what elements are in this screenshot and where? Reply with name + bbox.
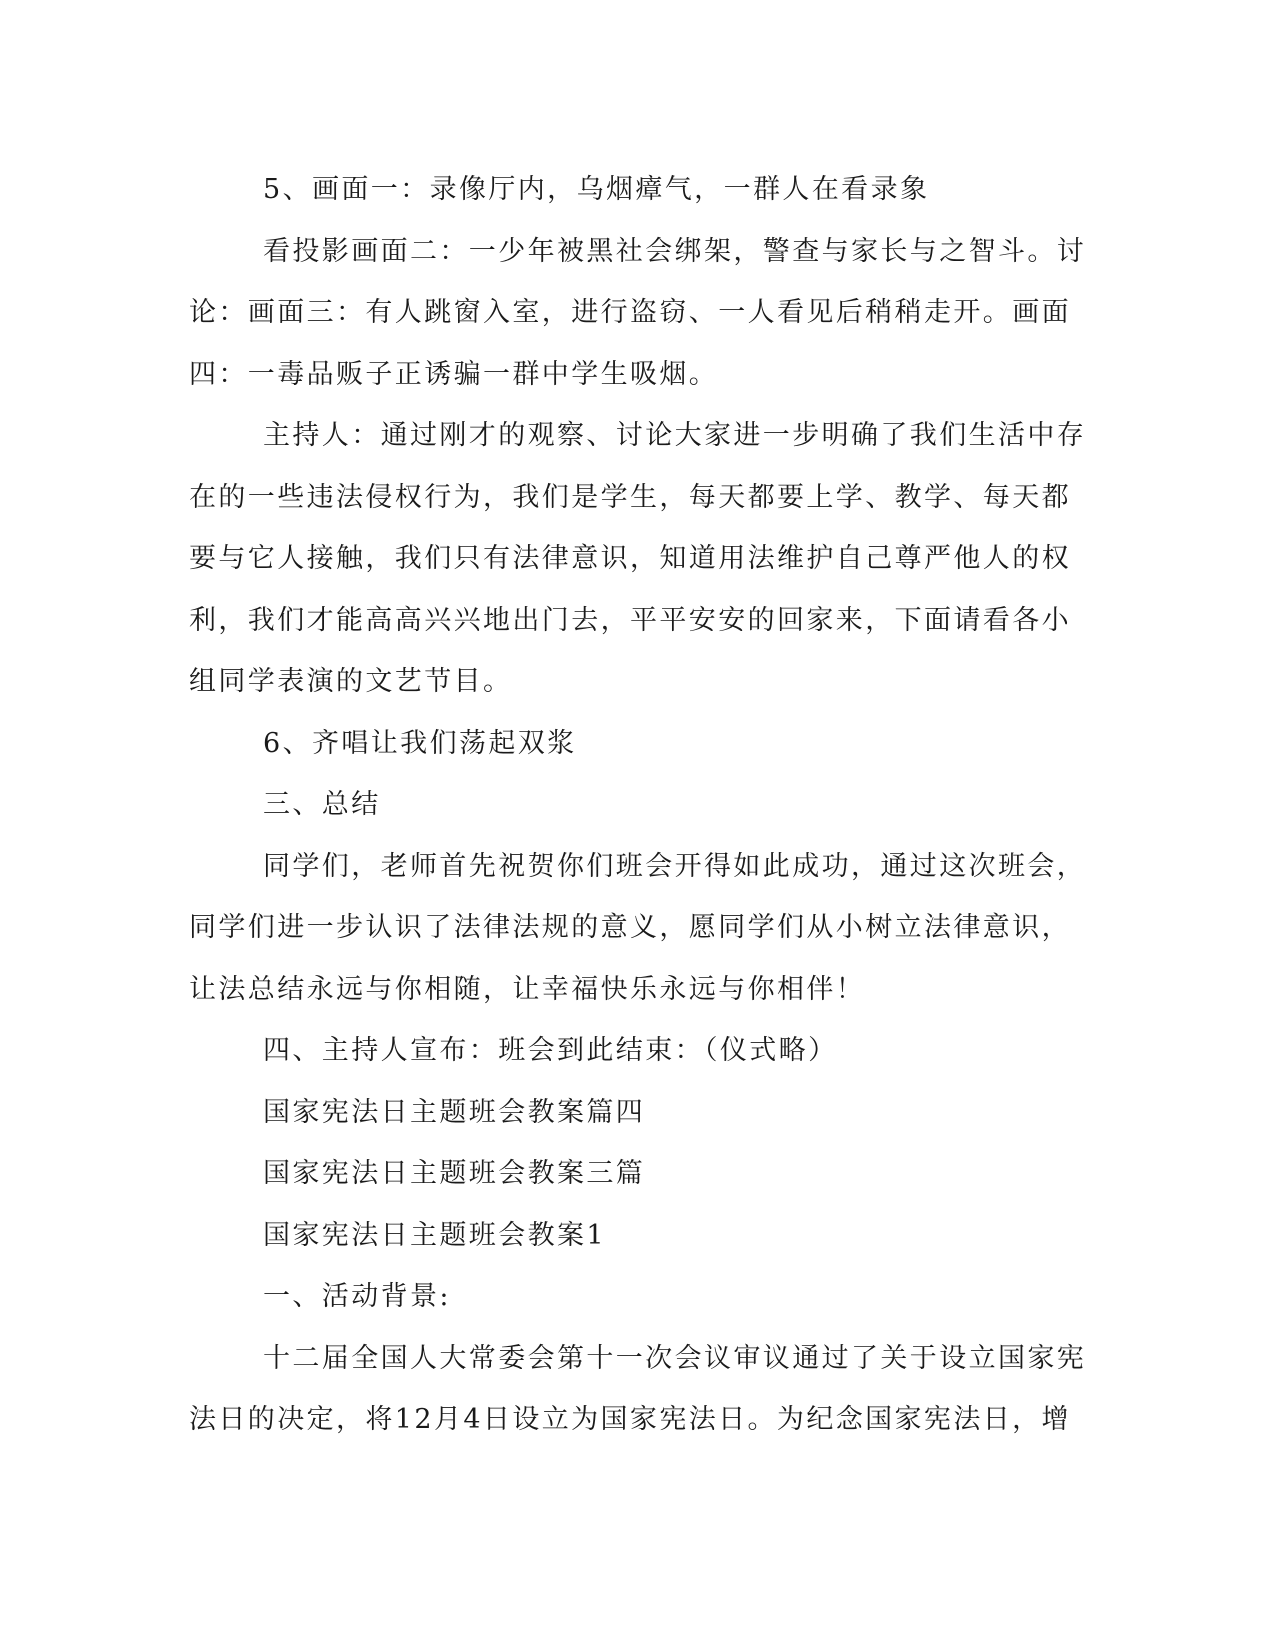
document-body (189, 159, 1089, 1451)
paragraph-scenes-discussion: 看投影画面二：一少年被黑社会绑架，警查与家长与之智斗。讨论：画面三：有人跳窗入室，进行盗窃、一人看见后稍稍走开。画面四：一毒品贩子正诱骗一群中学生吸烟。 (189, 235, 1087, 390)
article-title-part-four: 国家宪法日主题班会教案篇四 (263, 1096, 646, 1128)
section-heading-closing: 四、主持人宣布：班会到此结束：（仪式略） (263, 1035, 838, 1066)
article-title-plan-one: 国家宪法日主题班会教案1 (263, 1219, 606, 1251)
section-heading-background: 一、活动背景: (263, 1281, 451, 1312)
article-title-three-parts: 国家宪法日主题班会教案三篇 (263, 1158, 646, 1189)
paragraph-host-remarks: 主持人：通过刚才的观察、讨论大家进一步明确了我们生活中存在的一些违法侵权行为，我们是学生，每天都要上学、教学、每天都要与它人接触，我们只有法律意识，知道用法维护自己尊严他人的权利，我们才能高高兴兴地出门去，平平安安的回家来，下面请看各小组同学表演的文艺节目。 (189, 420, 1087, 697)
paragraph-background-text: 十二届全国人大常委会第十一次会议审议通过了关于设立国家宪法日的决定，将12月4日设立为国家宪法日。为纪念国家宪法日，增 (189, 1342, 1087, 1435)
paragraph-chorus: 6、齐唱让我们荡起双浆 (263, 727, 577, 759)
section-heading-summary: 三、总结 (263, 789, 381, 820)
paragraph-scene-one: 5、画面一：录像厅内，乌烟瘴气，一群人在看录象 (263, 174, 930, 205)
paragraph-teacher-summary: 同学们，老师首先祝贺你们班会开得如此成功，通过这次班会，同学们进一步认识了法律法规的意义，愿同学们从小树立法律意识，让法总结永远与你相随，让幸福快乐永远与你相伴！ (189, 850, 1087, 1005)
